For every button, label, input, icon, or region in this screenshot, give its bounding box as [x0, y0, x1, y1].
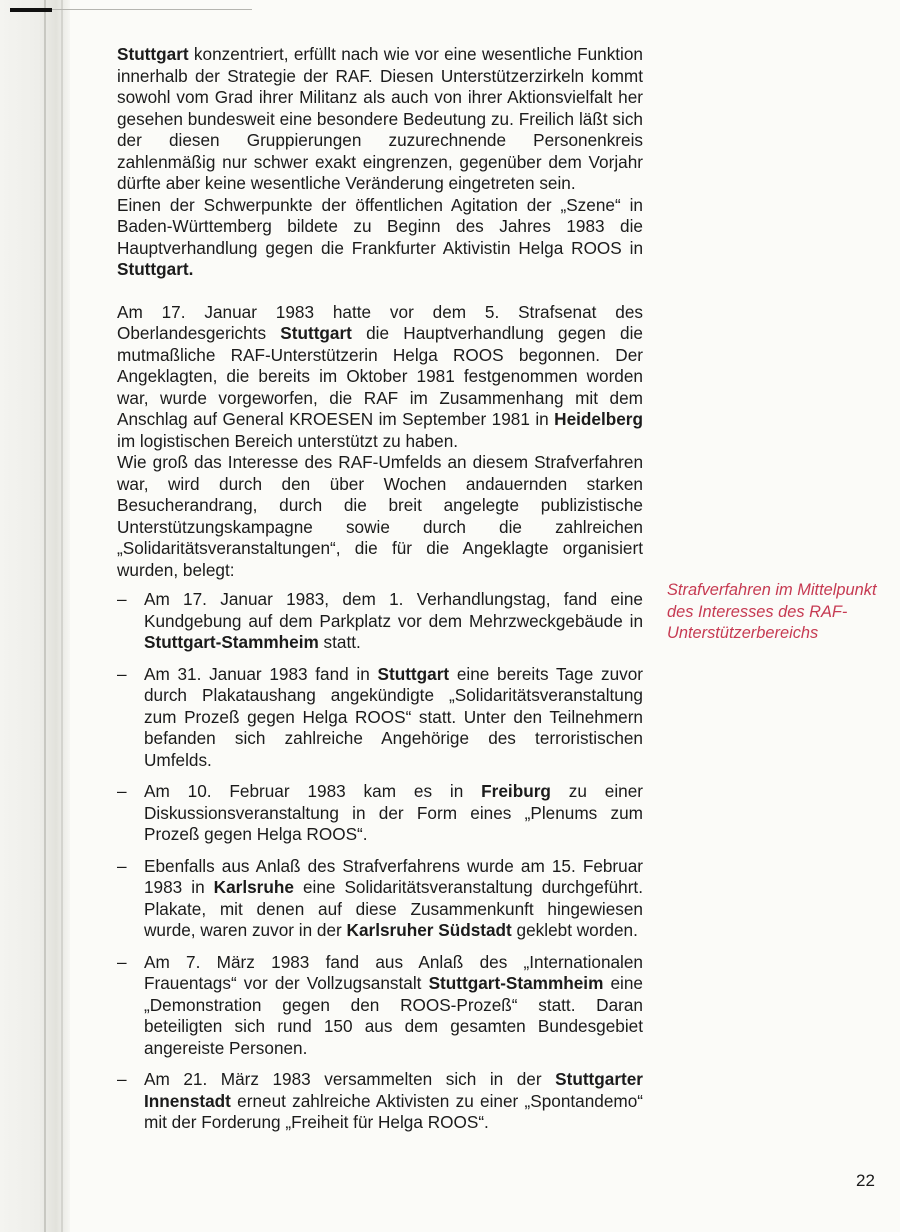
paragraph-intro [117, 44, 643, 195]
paragraph-text: die Hauptverhandlung gegen die mutmaßliche RAF-Unterstützerin Helga ROOS begonnen. Der Angeklagten, die bereits im Oktober 1981 festgenommen worden war, wurde vorgeworfen, die RAF im Zusammenhang mit dem Anschlag auf General KROESEN im September 1981 in [117, 323, 643, 429]
scan-corner-mark [10, 8, 52, 12]
list-item: – Am 7. März 1983 fand aus Anlaß des „Internationalen Frauentags“ vor der Vollzugsanstalt Stuttgart-Stammheim eine „Demonstration gegen den ROOS-Prozeß“ statt. Daran beteiligten sich rund 150 aus dem gesamten Bundesgebiet angereiste Personen. [117, 951, 643, 1058]
main-text-column [117, 44, 643, 1144]
list-item: – Am 10. Februar 1983 kam es in Freiburg zu einer Diskussionsveranstaltung in der Form eines „Plenums zum Prozeß gegen Helga ROOS“. [117, 781, 643, 844]
paragraph-interest [117, 452, 643, 581]
paragraph-agitation [117, 195, 643, 281]
list-item: – Am 21. März 1983 versammelten sich in der Stuttgarter Innenstadt erneut zahlreiche Aktivisten zu einer „Spontandemo“ mit der Forderung „Freiheit für Helga ROOS“. [117, 1069, 643, 1132]
dash-bullet: – [117, 781, 127, 801]
list-item: – Am 31. Januar 1983 fand in Stuttgart eine bereits Tage zuvor durch Plakataushang angekündigte „Solidaritätsveranstaltung zum Prozeß gegen Helga ROOS“ statt. Unter den Teilnehmern befanden sich zahlreiche Angehörige des terroristischen Umfelds. [117, 663, 644, 770]
book-binding-shadow [0, 0, 70, 1232]
paragraph-text: im logistischen Bereich unterstützt zu haben. [117, 430, 459, 451]
list-item: – Ebenfalls aus Anlaß des Strafverfahrens wurde am 15. Februar 1983 in Karlsruhe eine Solidaritätsveranstaltung durchgeführt. Plakate, mit denen auf diese Zusammenkunft hingewiesen wurde, waren zuvor in der Karlsruher Südstadt geklebt worden. [117, 855, 643, 940]
paragraph-trial [117, 302, 643, 453]
event-list [117, 589, 643, 1134]
binding-fold-line [61, 0, 63, 1232]
bold-place: Stuttgart. [117, 259, 194, 279]
list-item: – Am 17. Januar 1983, dem 1. Verhandlungstag, fand eine Kundgebung auf dem Parkplatz vor dem Mehrzweckgebäude in Stuttgart-Stammheim statt. [117, 589, 643, 652]
paragraph-text: Wie groß das Interesse des RAF-Umfelds an diesem Strafverfahren war, wird durch den über Wochen andauernden starken Besucherandrang, durch die breit angelegte publizistische Unterstützungskampagne sowie durch die zahlreichen „Solidaritätsveranstaltungen“, die für die Angeklagte organisiert wurden, belegt: [117, 452, 643, 580]
dash-bullet: – [117, 663, 127, 684]
dash-bullet: – [117, 951, 127, 972]
paragraph-text: Einen der Schwerpunkte der öffentlichen Agitation der „Szene“ in Baden-Württemberg bildete zu Beginn des Jahres 1983 die Hauptverhandlung gegen die Frankfurter Aktivistin Helga ROOS in [117, 194, 643, 258]
bold-place: Stuttgart [280, 323, 352, 343]
dash-bullet: – [117, 589, 127, 609]
margin-note: Strafverfahren im Mittelpunkt des Interesses des RAF-Unterstützerbereichs [667, 581, 877, 642]
scan-edge-line [52, 9, 252, 10]
paragraph-text: Am 17. Januar 1983 hatte vor dem 5. Strafsenat des Oberlandesgerichts [117, 301, 643, 343]
dash-bullet: – [117, 1069, 127, 1089]
binding-fold-line [44, 0, 46, 1232]
dash-bullet: – [117, 855, 127, 876]
bold-place: Stuttgart [117, 44, 189, 64]
paragraph-gap [117, 281, 643, 302]
page-number: 22 [856, 1171, 875, 1190]
paragraph-text: konzentriert, erfüllt nach wie vor eine wesentliche Funktion innerhalb der Strategie der RAF. Diesen Unterstützerzirkeln kommt sowohl vom Grad ihrer Militanz als auch von ihrer Aktionsvielfalt her gesehen bundesweit eine besondere Bedeutung zu. Freilich läßt sich der diesen Gruppierungen zuzurechnende Personenkreis zahlenmäßig nur schwer exakt eingrenzen, gegenüber dem Vorjahr dürfte aber keine wesentliche Veränderung eingetreten sein. [117, 44, 643, 193]
bold-place: Heidelberg [554, 409, 643, 429]
